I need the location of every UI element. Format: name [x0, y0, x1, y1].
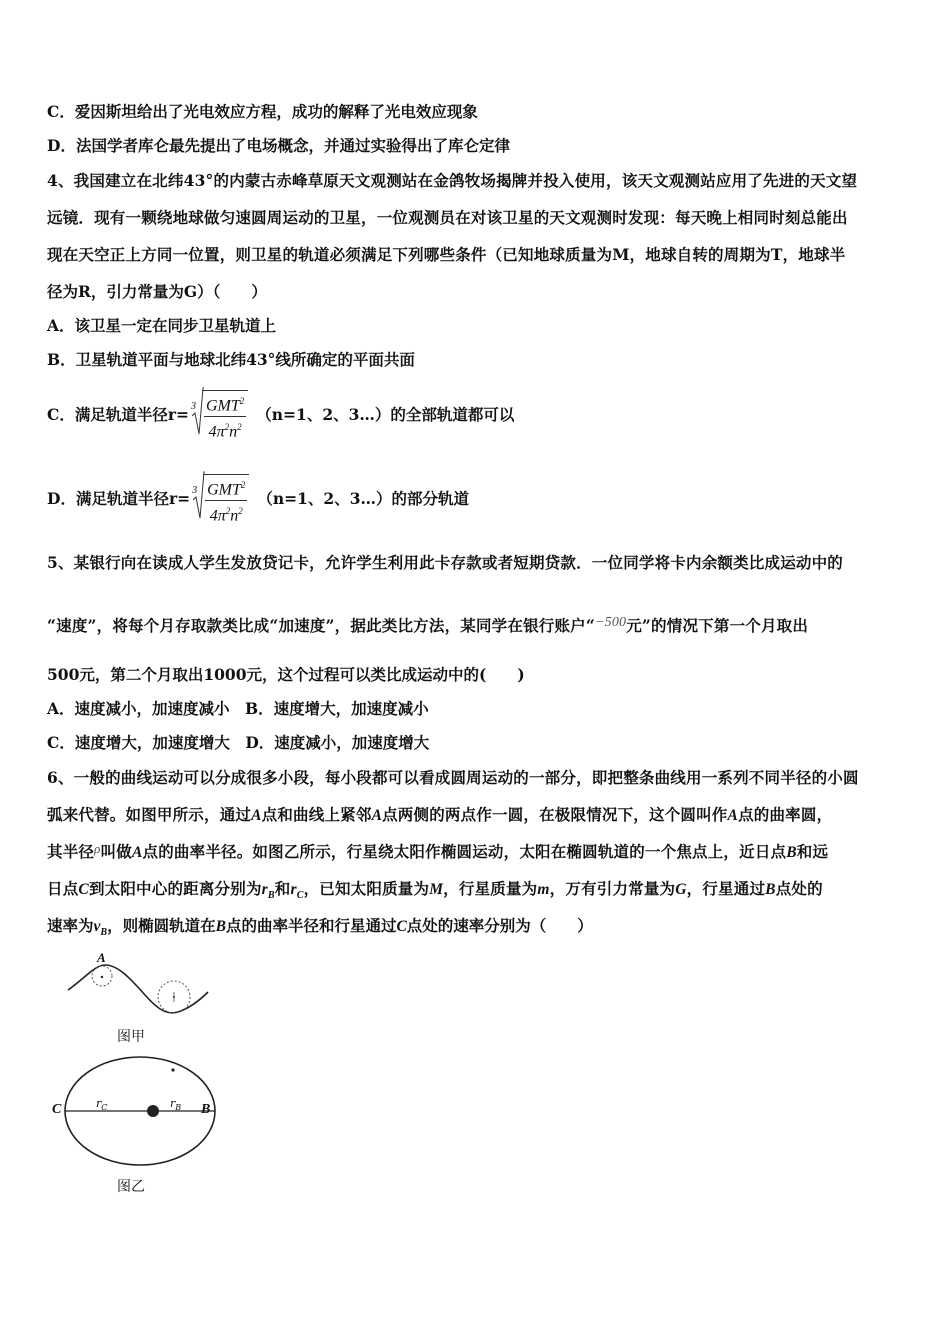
q4-stem-line-2: 远镜．现有一颗绕地球做匀速圆周运动的卫星，一位观测员在对该卫星的天文观测时发现：每天晚上相同时刻总能出: [47, 208, 848, 227]
q5-options-cd: C．速度增大，加速度增大 D．速度减小，加速度增大: [47, 733, 430, 752]
q4-option-d-formula: [192, 472, 249, 527]
numerator-text: GMT: [206, 397, 240, 414]
q6-var-rb: r: [261, 881, 268, 898]
q6-var-a: A: [371, 807, 383, 824]
formula-denominator: [208, 501, 245, 526]
q6-var-m-small: m: [537, 881, 550, 898]
q4-option-b: B．卫星轨道平面与地球北纬43°线所确定的平面共面: [47, 350, 415, 369]
q5-options-ab: A．速度减小，加速度减小 B．速度增大，加速度减小: [47, 699, 429, 718]
q3-option-c: C．爱因斯坦给出了光电效应方程，成功的解释了光电效应现象: [47, 102, 478, 121]
q6-text: 和远: [796, 842, 829, 861]
den-n: n: [230, 507, 239, 525]
q4-option-d-suffix: （n=1、2、3…）的部分轨道: [257, 489, 470, 508]
q6-text: 点处的: [775, 879, 823, 898]
cube-root-index: 3: [192, 485, 198, 496]
numerator-sup: 2: [240, 479, 246, 490]
q6-text: 到太阳中心的距离分别为: [88, 879, 262, 898]
figure-jia-curve: [60, 950, 220, 1020]
q6-text: ，行星通过: [686, 879, 766, 898]
figure-jia-label-a: A: [97, 950, 106, 965]
figure-yi-label-b: B: [201, 1102, 211, 1117]
q6-text: 点处的速率分别为（ ）: [406, 916, 593, 935]
figure-yi-label-rc: [96, 1097, 107, 1112]
q6-var-rho: ρ: [94, 841, 101, 856]
figure-yi-label-c: C: [52, 1102, 62, 1117]
figure-yi-label-rb: [170, 1097, 181, 1112]
figure-yi-ellipse: [50, 1052, 220, 1172]
q6-stem-line-5: [47, 916, 593, 943]
q6-text: ，则椭圆轨道在: [107, 916, 216, 935]
q6-text: 和: [274, 879, 291, 898]
q6-text: 日点: [47, 879, 79, 898]
q4-option-c-formula: [191, 388, 248, 443]
formula-numerator: [205, 475, 247, 501]
den-n: n: [229, 423, 238, 441]
q6-var-b: B: [786, 844, 797, 861]
q6-stem-line-1: 6、一般的曲线运动可以分成很多小段，每小段都可以看成圆周运动的一部分，即把整条曲线用一系列不同半径的小圆: [47, 768, 859, 787]
q6-text: ，行星质量为: [443, 879, 538, 898]
q6-text: 点的曲率半径和行星通过: [225, 916, 397, 935]
q4-option-c-prefix: C．满足轨道半径r=: [47, 405, 189, 424]
q5-stem-line-1: 5、某银行向在读成人学生发放贷记卡，允许学生利用此卡存款或者短期贷款．一位同学将卡内余额类比成运动中的: [47, 553, 843, 572]
q6-var-c: C: [78, 881, 89, 898]
q4-option-d-prefix: D．满足轨道半径r=: [47, 489, 191, 508]
q4-option-c: [47, 390, 514, 440]
den-pi-sup: 2: [224, 422, 230, 432]
fig-rc: r: [96, 1097, 102, 1110]
q6-var-a: A: [251, 807, 262, 824]
den-n-sup: 2: [237, 422, 242, 432]
formula-numerator: [204, 391, 246, 417]
q3-option-d: D．法国学者库仑最先提出了电场概念，并通过实验得出了库仑定律: [47, 136, 510, 155]
den-pi: π: [217, 507, 226, 525]
radical: [193, 472, 249, 527]
q6-text: 弧来代替。如图甲所示，通过: [47, 805, 252, 824]
den-coef: 4: [209, 507, 218, 525]
fig-rb-sub: B: [175, 1103, 182, 1113]
figure-yi-caption: 图乙: [117, 1179, 145, 1195]
den-n-sup: 2: [238, 506, 243, 516]
q6-var-rc: r: [290, 881, 297, 898]
q6-text: 点的曲率圆，: [738, 805, 833, 824]
q4-option-c-suffix: （n=1、2、3…）的全部轨道都可以: [256, 405, 515, 424]
q6-var-m-big: M: [429, 881, 444, 898]
q4-stem-line-4: 径为R，引力常量为G）（ ）: [47, 282, 267, 301]
q6-stem-line-3: [47, 842, 903, 863]
den-pi-sup: 2: [225, 506, 231, 516]
q6-text: 点和曲线上紧邻: [261, 805, 372, 824]
q6-text: 其半径: [47, 842, 95, 861]
q5-stem-line-2b: 元”的情况下第一个月取出: [626, 616, 809, 635]
q6-var-g: G: [675, 881, 687, 898]
q6-var-vb-sub: B: [100, 927, 108, 939]
q4-stem-line-3: 现在天空正上方同一位置，则卫星的轨道必须满足下列哪些条件（已知地球质量为M，地球自转的周期为T，地球半: [47, 245, 846, 264]
q6-text: 点的曲率半径。如图乙所示，行星绕太阳作椭圆运动，太阳在椭圆轨道的一个焦点上，近日点: [142, 842, 787, 861]
den-pi: π: [216, 423, 225, 441]
q5-stem-line-2: [47, 616, 903, 638]
fig-rc-sub: C: [101, 1103, 108, 1113]
formula-fraction: [202, 390, 248, 443]
q6-text: 叫做: [100, 842, 132, 861]
radical: [192, 388, 248, 443]
q5-balance-expr: −500: [594, 615, 627, 630]
radical-sign-icon: [192, 386, 204, 436]
numerator-sup: 2: [239, 395, 245, 406]
q4-option-a: A．该卫星一定在同步卫星轨道上: [47, 316, 277, 335]
q4-option-d: [47, 474, 469, 524]
q6-var-rc-sub: C: [296, 890, 304, 902]
q6-var-vb: v: [93, 918, 101, 935]
q6-var-c: C: [396, 918, 407, 935]
q4-stem-line-1: 4、我国建立在北纬43°的内蒙古赤峰草原天文观测站在金鸽牧场揭牌并投入使用，该天文观测站应用了先进的天文望: [47, 171, 858, 190]
radical-sign-icon: [193, 470, 205, 520]
figure-jia-caption: 图甲: [117, 1029, 145, 1045]
formula-fraction: [203, 474, 249, 527]
q6-var-a: A: [131, 844, 143, 861]
q5-stem-line-2a: “速度”，将每个月存取款类比成“加速度”，据此类比方法，某同学在银行账户“: [47, 616, 595, 635]
den-coef: 4: [208, 423, 217, 441]
q6-var-b: B: [765, 881, 776, 898]
cube-root-index: 3: [191, 401, 196, 412]
q6-stem-line-4: [47, 879, 903, 906]
fig-rb: r: [170, 1097, 176, 1110]
formula-denominator: [207, 417, 244, 442]
q6-var-rb-sub: B: [267, 890, 275, 902]
q6-text: ，万有引力常量为: [549, 879, 676, 898]
q6-text: 速率为: [47, 916, 94, 935]
q6-text: ，已知太阳质量为: [303, 879, 430, 898]
q6-stem-line-2: [47, 805, 903, 826]
q6-text: 点两侧的两点作一圆，在极限情况下，这个圆叫作: [382, 805, 728, 824]
q5-stem-line-3: 500元，第二个月取出1000元，这个过程可以类比成运动中的( ): [47, 665, 525, 684]
numerator-text: GMT: [207, 481, 241, 498]
q6-var-b: B: [215, 918, 226, 935]
q6-var-a: A: [727, 807, 739, 824]
